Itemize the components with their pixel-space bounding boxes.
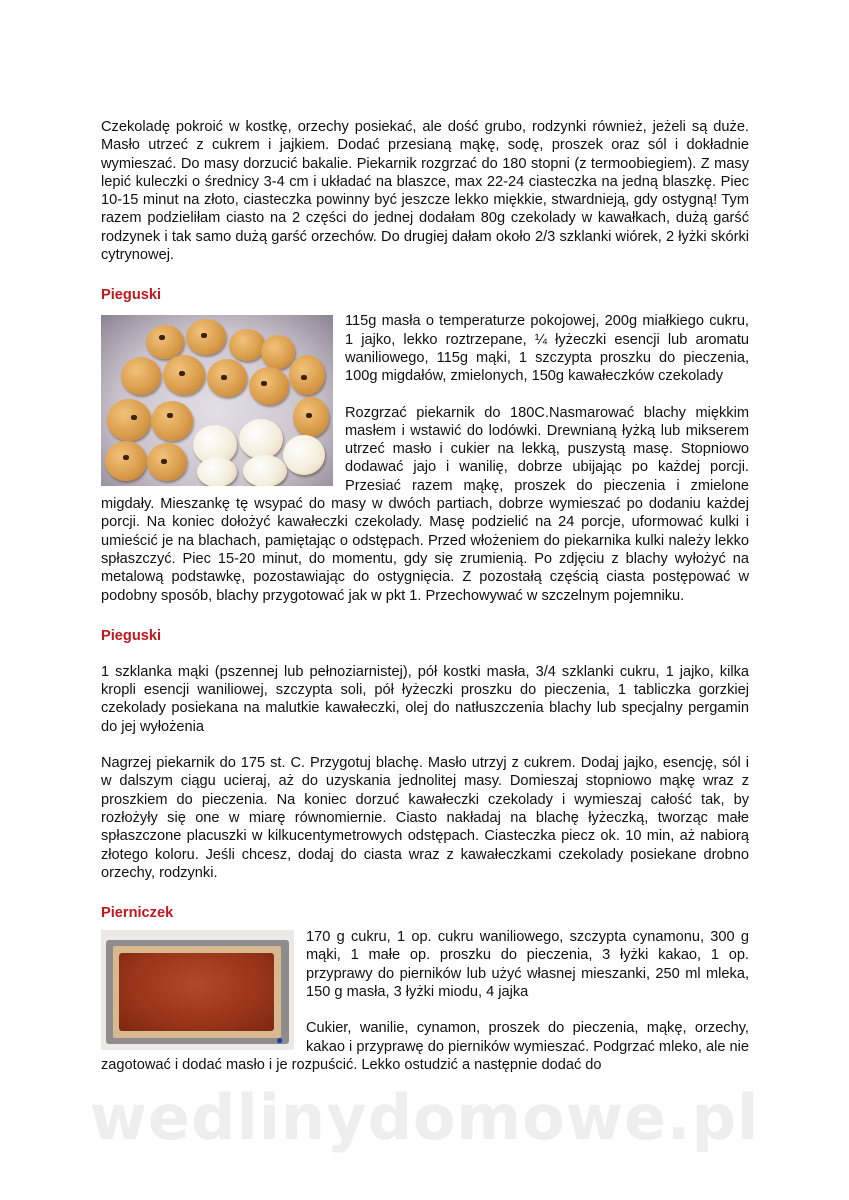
recipe-1-body xyxy=(101,312,749,604)
recipe-2-title: Pieguski xyxy=(101,627,162,644)
recipe-1-ingredients: 115g masła o temperaturze pokojowej, 200g miałkiego cukru, 1 jajko, lekko roztrzepane, ¼ łyżeczki esencji lub aromatu waniliowego, 115g mąki, 1 szczypta proszku do pieczenia, 100g migdałów, zmielonych, 150g kawałeczków czekolady xyxy=(345,313,749,385)
cookies-photo xyxy=(101,315,333,486)
recipe-1-method: Rozgrzać piekarnik do 180C.Nasmarować blachy miękkim masłem i wstawić do lodówki. Drewnianą łyżką lub mikserem utrzeć masło i cukier na lekką, puszystą masę. Stopniowo dodawać jajo i wanilię, dobrze ubijając po każdej porcji. Przesiać razem mąkę, proszek do pieczenia i zmielone migdały. Mieszankę tę wsypać do masy w dwóch partiach, dobrze wymieszać po dodaniu każdej porcji. Na koniec dołożyć kawałeczki czekolady. Masę podzielić na 24 porcje, uformować kulki i umieścić je na blachach, pamiętając o odstępach. Przed włożeniem do piekarnika kulki należy lekko spłaszczyć. Piec 15-20 minut, do momentu, gdy się zrumienią. Po zdjęciu z blachy wyłożyć na metalową podstawkę, pozostawiając do ostygnięcia. Z pozostałą częścią ciasta postępować w podobny sposób, blachy przygotować jak w pkt 1. Przechowywać w szczelnym pojemniku. xyxy=(101,404,749,604)
recipe-3-body xyxy=(101,928,749,1074)
document-page xyxy=(101,118,749,1074)
recipe-3-title: Pierniczek xyxy=(101,905,174,922)
recipe-2-ingredients: 1 szklanka mąki (pszennej lub pełnoziarnistej), pół kostki masła, 3/4 szklanki cukru, 1 jajko, kilka kropli esencji waniliowej, szczypta soli, pół łyżeczki proszku do pieczenia, 1 tabliczka gorzkiej czekolady posiekana na malutkie kawałeczki, olej do natłuszczenia blachy lub specjalny pergamin do jej wyłożenia xyxy=(101,663,749,735)
watermark-text: wedlinydomowe.pl xyxy=(89,1081,760,1154)
recipe-2-method: Nagrzej piekarnik do 175 st. C. Przygotuj blachę. Masło utrzyj z cukrem. Dodaj jajko, esencję, sól i w dalszym ciągu ucieraj, aż do uzyskania jednolitej masy. Domieszaj stopniowo mąkę wraz z proszkiem do pieczenia. Na koniec dorzuć kawałeczki czekolady i wymieszaj całość tak, by rozłożyły się one w miarę równomiernie. Ciasto nakładaj na blachę łyżeczką, tworząc małe spłaszczone placuszki w kilkucentymetrowych odstępach. Ciasteczka piecz ok. 10 min, aż nabiorą złotego koloru. Jeśli chcesz, dodaj do ciasta wraz z kawałeczkami czekolady posiekane drobno orzechy, rodzynki. xyxy=(101,755,749,881)
spoon-icon: ● xyxy=(276,1033,284,1048)
recipe-3-method: Cukier, wanilie, cynamon, proszek do pieczenia, mąkę, orzechy, kakao i przyprawę do pierników wymieszać. Podgrzać mleko, ale nie zagotować i dodać masło i je rozpuścić. Lekko ostudzić a następnie dodać do xyxy=(101,1020,749,1073)
gingerbread-cake-photo xyxy=(101,930,294,1050)
intro-paragraph: Czekoladę pokroić w kostkę, orzechy posiekać, ale dość grubo, rodzynki również, jeżeli są duże. Masło utrzeć z cukrem i jajkiem. Dodać przesianą mąkę, sodę, proszek oraz sól i dokładnie wymieszać. Do masy dorzucić bakalie. Piekarnik rozgrzać do 180 stopni (z termoobiegiem). Z masy lepić kuleczki o średnicy 3-4 cm i układać na blaszce, max 22-24 ciasteczka na jedną blaszkę. Piec 10-15 minut na złoto, ciasteczka powinny być jeszcze lekko miękkie, stwardnieją, gdy ostygną! Tym razem podzieliłam ciasto na 2 części do jednej dodałam 80g czekolady w kawałkach, dużą garść rodzynek i tak samo dużą garść orzechów. Do drugiej dałam około 2/3 szklanki wiórek, 2 łyżki skórki cytrynowej. xyxy=(101,119,749,264)
recipe-3-ingredients: 170 g cukru, 1 op. cukru waniliowego, szczypta cynamonu, 300 g mąki, 1 małe op. proszku do pieczenia, 3 łyżki kakao, 1 op. przyprawy do pierników lub użyć własnej mieszanki, 250 ml mleka, 150 g masła, 3 łyżki miodu, 4 jajka xyxy=(306,929,749,1000)
recipe-1-title: Pieguski xyxy=(101,287,162,304)
